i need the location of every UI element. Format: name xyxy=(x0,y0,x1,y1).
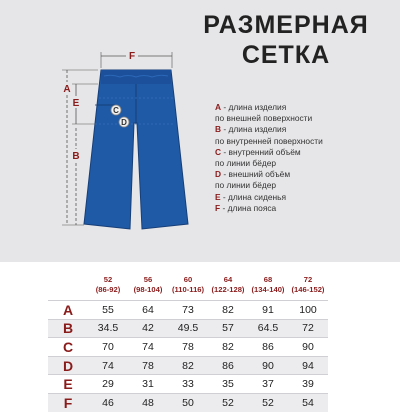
b-label: B xyxy=(72,151,80,162)
table-cell: 100 xyxy=(288,301,328,320)
page-title xyxy=(196,10,376,70)
table-cell: 49.5 xyxy=(168,319,208,338)
table-cell: 33 xyxy=(168,375,208,394)
legend-item-c: C - внутренний объём по линии бёдер xyxy=(215,146,301,169)
e-label: E xyxy=(72,98,80,109)
table-cell: 86 xyxy=(248,338,288,357)
table-cell: 73 xyxy=(168,301,208,320)
table-cell: 72 xyxy=(288,319,328,338)
header-size: 72 (146-152) xyxy=(291,275,325,294)
row-label: F xyxy=(48,393,88,411)
table-row xyxy=(48,338,328,357)
table-cell: 86 xyxy=(208,356,248,375)
title-line-1: РАЗМЕРНАЯ xyxy=(203,11,369,39)
table-cell: 94 xyxy=(288,356,328,375)
table-cell: 64.5 xyxy=(248,319,288,338)
table-cell: 46 xyxy=(88,393,128,411)
title-line-2: СЕТКА xyxy=(241,41,331,69)
row-label: B xyxy=(48,319,88,338)
table-cell: 52 xyxy=(208,393,248,411)
table-header-row xyxy=(48,270,328,301)
table-cell: 90 xyxy=(248,356,288,375)
table-cell: 70 xyxy=(88,338,128,357)
size-table xyxy=(48,270,328,412)
size-table-section xyxy=(0,262,400,411)
table-row xyxy=(48,393,328,411)
table-cell: 39 xyxy=(288,375,328,394)
legend-item-b: B - длина изделия по внутренней поверхности xyxy=(215,124,323,146)
table-row xyxy=(48,375,328,394)
legend-item-d: D - внешний объём по линии бёдер xyxy=(215,169,291,191)
table-cell: 91 xyxy=(248,301,288,320)
table-cell: 48 xyxy=(128,393,168,411)
table-cell: 37 xyxy=(248,375,288,394)
table-cell: 50 xyxy=(168,393,208,411)
table-cell: 74 xyxy=(88,356,128,375)
table-cell: 29 xyxy=(88,375,128,394)
table-cell: 64 xyxy=(128,301,168,320)
table-cell: 55 xyxy=(88,301,128,320)
row-label: E xyxy=(48,375,88,394)
a-label: A xyxy=(63,84,71,95)
legend-item-e: E - длина сиденья xyxy=(215,191,287,202)
table-cell: 78 xyxy=(168,338,208,357)
table-cell: 31 xyxy=(128,375,168,394)
header-size: 56 (98-104) xyxy=(133,275,163,294)
row-label: C xyxy=(48,338,88,357)
table-row xyxy=(48,319,328,338)
table-cell: 78 xyxy=(128,356,168,375)
table-row xyxy=(48,356,328,375)
header-size: 64 (122-128) xyxy=(211,275,245,294)
c-marker-label: C xyxy=(113,106,119,115)
table-cell: 82 xyxy=(168,356,208,375)
legend xyxy=(215,102,395,214)
table-cell: 54 xyxy=(288,393,328,411)
table-cell: 57 xyxy=(208,319,248,338)
table-cell: 82 xyxy=(208,301,248,320)
d-marker-label: D xyxy=(121,118,127,127)
table-cell: 35 xyxy=(208,375,248,394)
pants-diagram xyxy=(0,0,200,262)
row-label: A xyxy=(48,301,88,320)
header-size: 60 (110-116) xyxy=(171,275,205,294)
table-row xyxy=(48,301,328,320)
header-corner xyxy=(48,270,88,301)
legend-item-a: A - длина изделия по внешней поверхности xyxy=(215,102,313,124)
row-label: D xyxy=(48,356,88,375)
f-label: F xyxy=(128,51,136,62)
table-cell: 52 xyxy=(248,393,288,411)
table-cell: 42 xyxy=(128,319,168,338)
legend-item-f: F - длина пояса xyxy=(215,202,277,213)
table-cell: 82 xyxy=(208,338,248,357)
table-cell: 90 xyxy=(288,338,328,357)
header-size: 68 (134-140) xyxy=(251,275,285,294)
table-cell: 74 xyxy=(128,338,168,357)
table-cell: 34.5 xyxy=(88,319,128,338)
header-size: 52 (86-92) xyxy=(95,275,121,294)
